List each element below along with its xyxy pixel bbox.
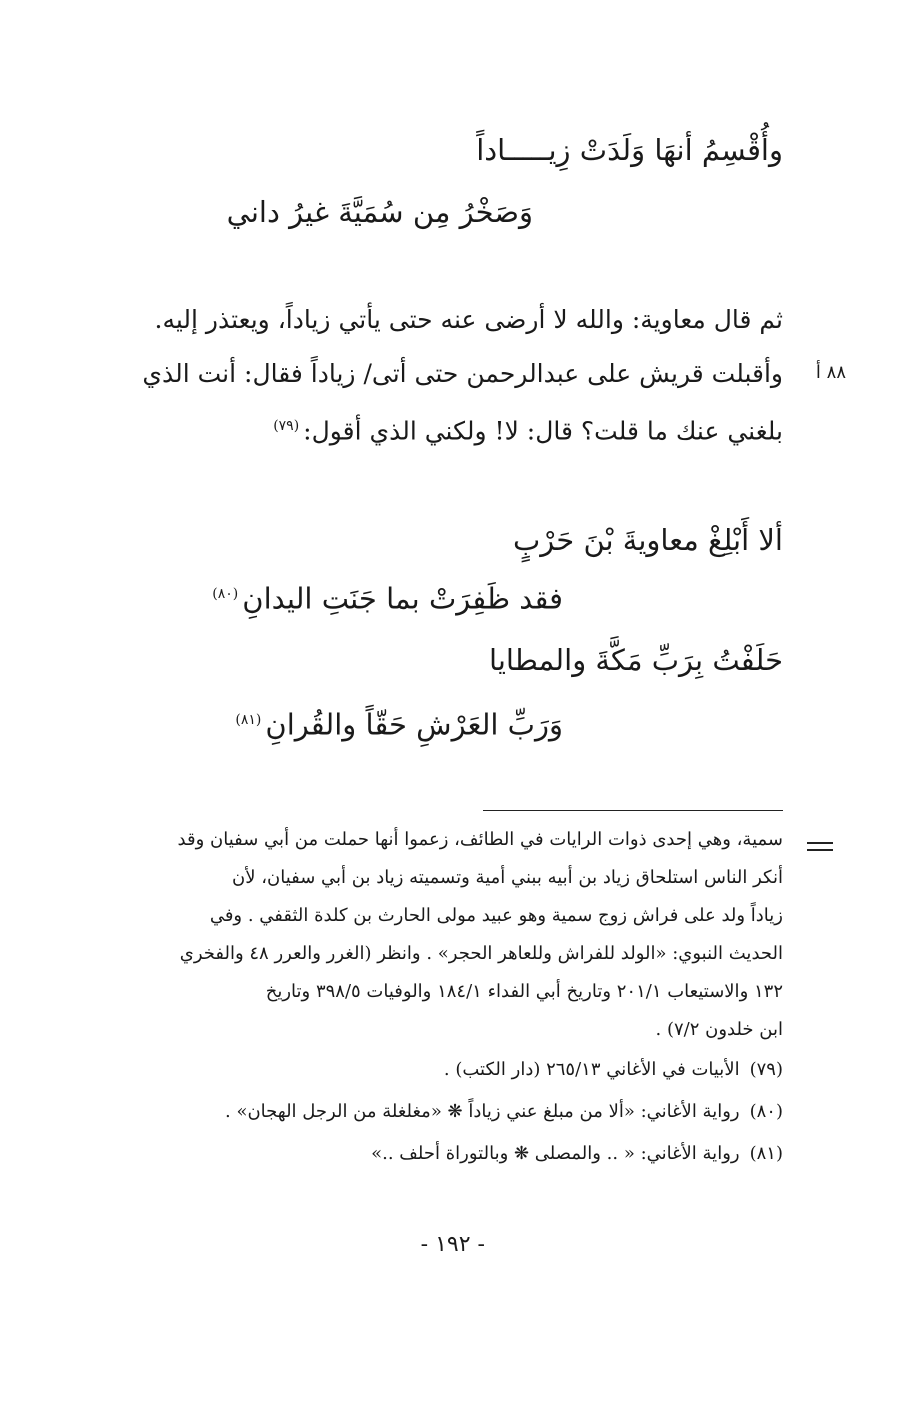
footnote-80 xyxy=(225,1098,783,1126)
prose-line1: ثم قال معاوية: والله لا أرضى عنه حتى يأتي زياداً، ويعتذر إليه. xyxy=(154,305,783,334)
poem2-line3: حَلَفْتُ بِرَبِّ مَكَّةَ والمطايا xyxy=(489,643,783,677)
poem1-line1: وأُقْسِمُ أنهَا وَلَدَتْ زِيـــــاداً xyxy=(476,133,783,167)
prose-line3 xyxy=(273,408,783,449)
footnote-79-number: (٧٩) xyxy=(749,1059,783,1080)
footnote-continued-line-4: الحديث النبوي: «الولد للفراش وللعاهر الحجر» . وانظر (الغرر والعرر ٤٨ والفخري xyxy=(179,943,783,964)
footnote-ref-79: (٧٩) xyxy=(273,418,300,434)
footnote-ref-80: (٨٠) xyxy=(212,586,239,602)
prose-line3-text: بلغني عنك ما قلت؟ قال: لا! ولكني الذي أقول: xyxy=(303,416,783,446)
footnote-continued-line-5: ١٣٢ والاستيعاب ٢٠١/١ وتاريخ أبي الفداء ١٨٤/١ والوفيات ٣٩٨/٥ وتاريخ xyxy=(265,981,783,1002)
footnote-continued-line-6: ابن خلدون ٧/٢) . xyxy=(655,1019,783,1040)
poem2-line1: ألا أَبْلِغْ معاويةَ بْنَ حَرْبٍ xyxy=(513,523,783,557)
footnote-continued-line-3: زياداً ولد على فراش زوج سمية وهو عبيد مولى الحارث بن كلدة الثقفي . وفي xyxy=(209,905,783,926)
footnote-continuation-mark xyxy=(807,842,833,856)
margin-folio-mark: ٨٨ أ xyxy=(815,362,846,383)
page-number: - ١٩٢ - xyxy=(420,1232,485,1257)
footnote-continued-line-2: أنكر الناس استلحاق زياد بن أبيه ببني أمية وتسميته زياد بن أبي سفيان، لأن xyxy=(231,867,783,888)
poem2-line2 xyxy=(212,574,563,619)
footnote-80-text: رواية الأغاني: «ألا من مبلغ عني زياداً ❋ «مغلغلة من الرجل الهجان» . xyxy=(225,1101,740,1122)
footnote-81-text: رواية الأغاني: « .. والمصلى ❋ وبالتوراة أحلف ..» xyxy=(371,1143,740,1164)
footnote-81 xyxy=(371,1140,783,1168)
prose-line2: وأقبلت قريش على عبدالرحمن حتى أتى/ زياداً فقال: أنت الذي xyxy=(142,359,783,388)
footnote-81-number: (٨١) xyxy=(749,1143,783,1164)
footnote-continued-line-1: سمية، وهي إحدى ذوات الرايات في الطائف، زعموا أنها حملت من أبي سفيان وقد xyxy=(177,829,783,850)
poem1-line2: وَصَخْرُ مِن سُمَيَّةَ غيرُ داني xyxy=(226,195,533,229)
footnote-79 xyxy=(444,1056,783,1084)
poem2-line4-text: وَرَبِّ العَرْشِ حَقّاً والقُرانِ xyxy=(265,707,563,742)
footnote-separator xyxy=(483,810,783,811)
footnote-ref-81: (٨١) xyxy=(235,712,262,728)
footnote-79-text: الأبيات في الأغاني ٢٦٥/١٣ (دار الكتب) . xyxy=(443,1059,740,1080)
poem2-line2-text: فقد ظَفِرَتْ بما جَنَتِ اليدانِ xyxy=(242,581,563,616)
footnote-80-number: (٨٠) xyxy=(749,1101,783,1122)
poem2-line4 xyxy=(235,700,563,745)
